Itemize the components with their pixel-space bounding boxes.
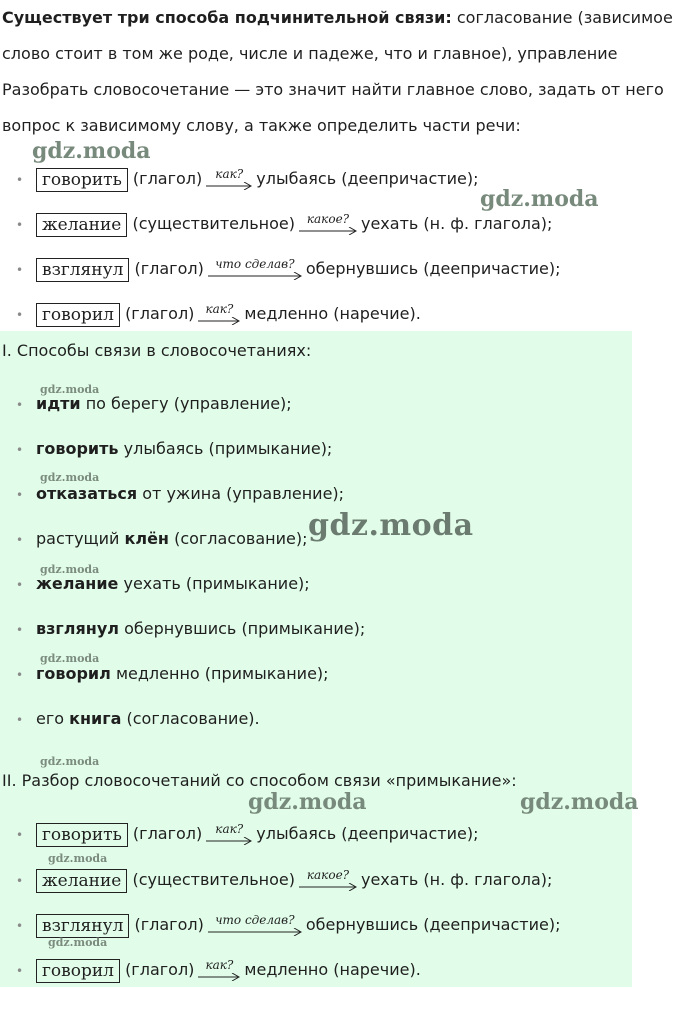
arrow-right-icon	[206, 182, 252, 190]
main-pos: (глагол)	[125, 960, 195, 979]
watermark: gdz.moda	[40, 755, 100, 768]
item-pre: растущий	[36, 529, 125, 548]
main-word-box: говорить	[36, 168, 128, 192]
dependent-word: улыбаясь (деепричастие);	[256, 169, 479, 188]
list-item	[16, 705, 260, 734]
main-word-box: говорил	[36, 959, 120, 983]
item-post: улыбаясь (примыкание);	[118, 439, 333, 458]
arrow-right-icon	[299, 227, 357, 235]
main-word-box: желание	[36, 869, 127, 893]
item-main-word: клён	[124, 529, 169, 548]
item-main-word: книга	[69, 709, 122, 728]
item-post: по берегу (управление);	[80, 394, 292, 413]
section-1-title: I. Способы связи в словосочетаниях:	[2, 341, 312, 360]
question-label: какое?	[306, 211, 350, 226]
question-arrow	[206, 166, 252, 190]
question-arrow	[208, 912, 302, 936]
intro-rest: согласование (зависимое	[451, 8, 673, 27]
item-main-word: идти	[36, 394, 81, 413]
question-label: что сделав?	[215, 912, 295, 927]
dependent-word: медленно (наречие).	[244, 960, 421, 979]
watermark: gdz.moda	[40, 471, 100, 484]
dependent-word: улыбаясь (деепричастие);	[256, 824, 479, 843]
watermark: gdz.moda	[40, 563, 100, 576]
main-word-box: взглянул	[36, 258, 129, 282]
watermark: gdz.moda	[40, 383, 100, 396]
question-label: что сделав?	[215, 256, 295, 271]
parse-item	[16, 165, 478, 194]
intro-line-2: слово стоит в том же роде, числе и падеже, что и главное), управление	[2, 44, 618, 63]
question-label: как?	[205, 301, 234, 316]
question-arrow	[206, 821, 252, 845]
main-word-box: говорить	[36, 823, 128, 847]
item-post: медленно (примыкание);	[110, 664, 329, 683]
parse-item	[16, 210, 552, 239]
arrow-right-icon	[198, 973, 240, 981]
item-post: обернувшись (примыкание);	[118, 619, 366, 638]
list-item	[16, 525, 308, 554]
bullet-icon: •	[16, 963, 24, 978]
main-word-box: говорил	[36, 303, 120, 327]
item-post: уехать (примыкание);	[118, 574, 310, 593]
question-arrow	[299, 211, 357, 235]
arrow-right-icon	[198, 317, 240, 325]
arrow-right-icon	[299, 883, 357, 891]
question-label: как?	[215, 166, 244, 181]
section-2-title: II. Разбор словосочетаний со способом связи «примыкание»:	[2, 771, 517, 790]
intro-line-3: Разобрать словосочетание — это значит найти главное слово, задать от него	[2, 80, 664, 99]
main-pos: (глагол)	[125, 304, 195, 323]
dependent-word: обернувшись (деепричастие);	[305, 259, 561, 278]
question-label: как?	[205, 957, 234, 972]
main-pos: (глагол)	[132, 824, 203, 843]
arrow-right-icon	[208, 272, 302, 280]
main-pos: (глагол)	[134, 259, 204, 278]
bullet-icon: •	[16, 217, 24, 232]
intro-line-4: вопрос к зависимому слову, а также определить части речи:	[2, 116, 521, 135]
watermark: gdz.moda	[248, 789, 367, 815]
bullet-icon: •	[16, 873, 24, 888]
bullet-icon: •	[16, 262, 24, 277]
parse-item	[16, 255, 560, 284]
main-word-box: взглянул	[36, 914, 129, 938]
list-item	[16, 435, 332, 464]
watermark: gdz.moda	[48, 852, 108, 865]
bullet-icon: •	[16, 487, 24, 502]
bullet-icon: •	[16, 442, 24, 457]
intro-line-1	[2, 8, 673, 27]
item-pre: его	[36, 709, 70, 728]
question-label: как?	[215, 821, 244, 836]
item-main-word: желание	[36, 574, 119, 593]
item-post: (согласование).	[121, 709, 260, 728]
dependent-word: медленно (наречие).	[244, 304, 421, 323]
item-main-word: говорить	[36, 439, 119, 458]
question-arrow	[198, 957, 240, 981]
item-post: (согласование);	[168, 529, 308, 548]
parse-item	[16, 820, 478, 849]
question-arrow	[299, 867, 357, 891]
arrow-right-icon	[206, 837, 252, 845]
item-main-word: взглянул	[36, 619, 119, 638]
bullet-icon: •	[16, 532, 24, 547]
parse-item	[16, 956, 421, 985]
bullet-icon: •	[16, 667, 24, 682]
bullet-icon: •	[16, 622, 24, 637]
dependent-word: уехать (н. ф. глагола);	[360, 214, 553, 233]
watermark: gdz.moda	[520, 789, 639, 815]
item-post: от ужина (управление);	[137, 484, 345, 503]
watermark: gdz.moda	[32, 138, 151, 164]
main-pos: (существительное)	[132, 870, 295, 889]
bullet-icon: •	[16, 577, 24, 592]
list-item	[16, 480, 344, 509]
dependent-word: уехать (н. ф. глагола);	[360, 870, 553, 889]
bullet-icon: •	[16, 712, 24, 727]
watermark: gdz.moda	[308, 508, 474, 543]
main-pos: (существительное)	[132, 214, 295, 233]
watermark: gdz.moda	[480, 186, 599, 212]
list-item	[16, 615, 365, 644]
bullet-icon: •	[16, 918, 24, 933]
main-pos: (глагол)	[132, 169, 203, 188]
question-arrow	[198, 301, 240, 325]
question-arrow	[208, 256, 302, 280]
parse-item	[16, 300, 421, 329]
watermark: gdz.moda	[48, 936, 108, 949]
bullet-icon: •	[16, 827, 24, 842]
main-word-box: желание	[36, 213, 127, 237]
arrow-right-icon	[208, 928, 302, 936]
main-pos: (глагол)	[134, 915, 204, 934]
question-label: какое?	[306, 867, 350, 882]
intro-bold: Существует три способа подчинительной связи:	[2, 8, 452, 27]
bullet-icon: •	[16, 397, 24, 412]
dependent-word: обернувшись (деепричастие);	[305, 915, 561, 934]
item-main-word: отказаться	[36, 484, 138, 503]
bullet-icon: •	[16, 172, 24, 187]
watermark: gdz.moda	[40, 652, 100, 665]
bullet-icon: •	[16, 307, 24, 322]
item-main-word: говорил	[36, 664, 111, 683]
parse-item	[16, 866, 552, 895]
